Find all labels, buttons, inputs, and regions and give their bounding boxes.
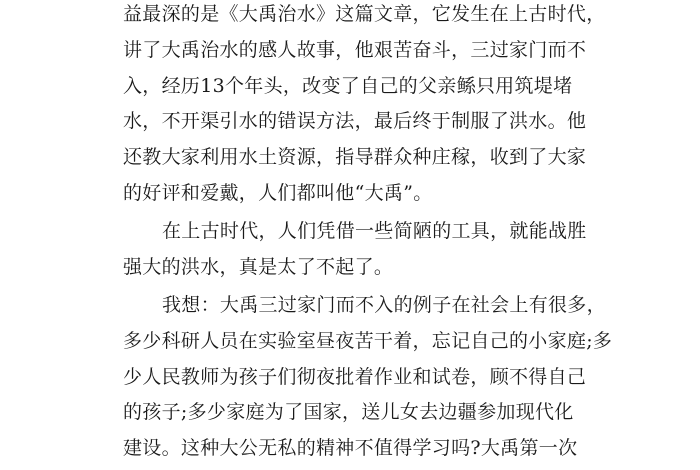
text-line: 的孩子;多少家庭为了国家，送儿女去边疆参加现代化 — [123, 401, 574, 423]
text-line: 在上古时代，人们凭借一些简陋的工具，就能战胜 — [162, 220, 587, 242]
text-line: 讲了大禹治水的感人故事，他艰苦奋斗，三过家门而不 — [123, 39, 587, 61]
text-line: 还教大家利用水土资源，指导群众种庄稼，收到了大家 — [123, 146, 587, 168]
text-line: 少人民教师为孩子们彻夜批着作业和试卷，顾不得自己 — [123, 366, 587, 388]
text-line: 入，经历13个年头，改变了自己的父亲鲧只用筑堤堵 — [123, 75, 573, 97]
text-line: 益最深的是《大禹治水》这篇文章，它发生在上古时代， — [123, 3, 606, 25]
text-line: 水，不开渠引水的错误方法，最后终于制服了洪水。他 — [123, 110, 587, 132]
text-line: 强大的洪水，真是太了不起了。 — [123, 256, 394, 278]
text-line: 我想：大禹三过家门而不入的例子在社会上有很多， — [162, 294, 606, 316]
text-line: 的好评和爱戴，人们都叫他“大禹”。 — [123, 182, 433, 204]
text-line: 多少科研人员在实验室昼夜苦干着，忘记自己的小家庭;多 — [123, 330, 613, 352]
text-line: 建设。这种大公无私的精神不值得学习吗?大禹第一次 — [123, 437, 578, 459]
